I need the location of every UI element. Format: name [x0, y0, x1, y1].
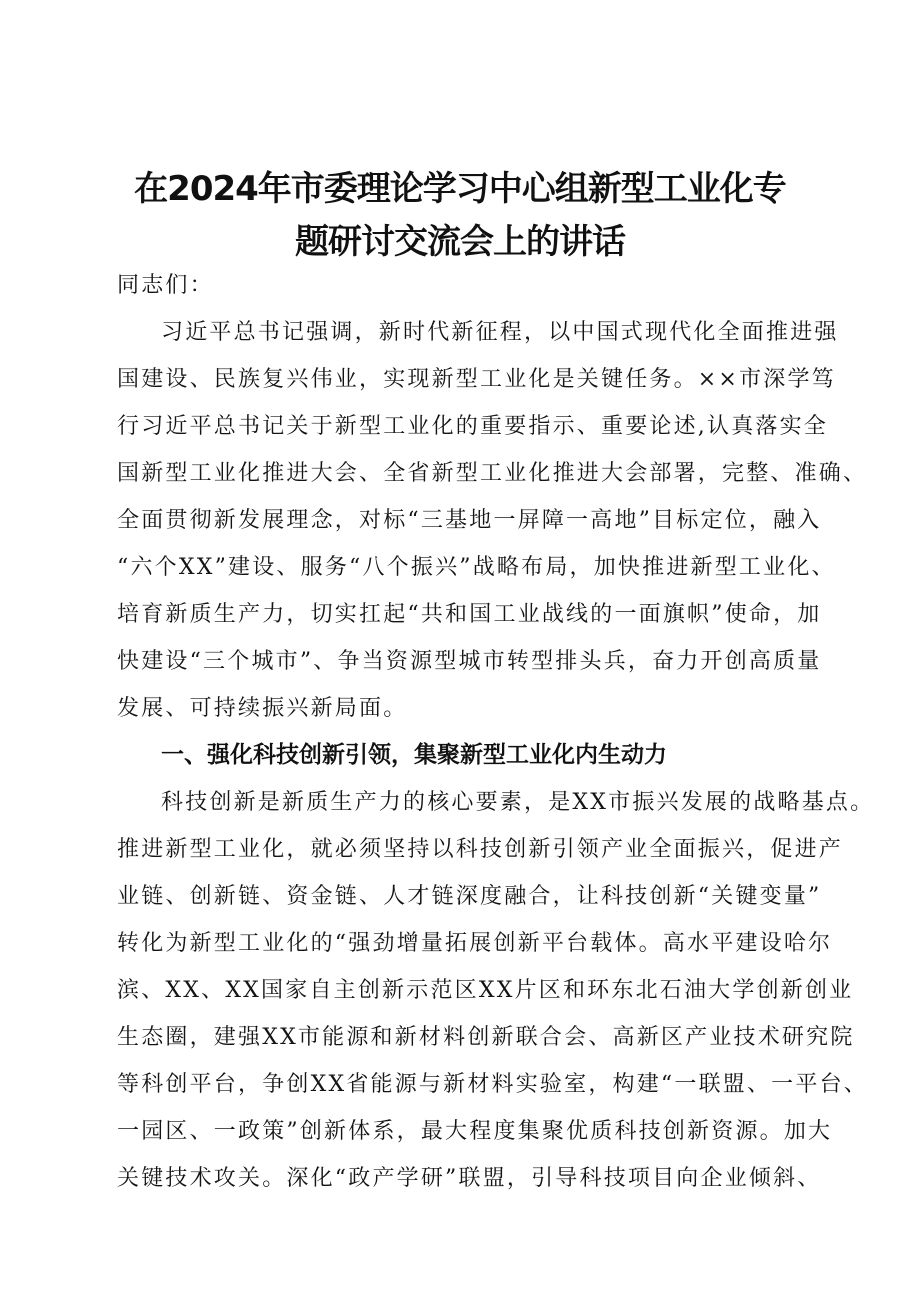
paragraph-1-line: 行习近平总书记关于新型工业化的重要指示、重要论述,认真落实全: [117, 414, 828, 439]
document-title-line-1: 在2024年市委理论学习中心组新型工业化专: [134, 169, 786, 209]
paragraph-2-line: 关键技术攻关。深化“政产学研”联盟，引导科技项目向企业倾斜、: [117, 1166, 822, 1191]
paragraph-2-line: 科技创新是新质生产力的核心要素，是XX市振兴发展的战略基点。: [161, 790, 875, 815]
paragraph-2-line: 等科创平台，争创XX省能源与新材料实验室，构建“一联盟、一平台、: [117, 1072, 868, 1097]
paragraph-1-line: 快建设“三个城市”、争当资源型城市转型排头兵，奋力开创高质量: [117, 649, 822, 674]
section-heading-1: 一、强化科技创新引领，集聚新型工业化内生动力: [161, 742, 667, 768]
paragraph-1-line: 国建设、民族复兴伟业，实现新型工业化是关键任务。××市深学笃: [117, 367, 836, 392]
paragraph-1-line: 习近平总书记强调，新时代新征程，以中国式现代化全面推进强: [161, 320, 839, 345]
paragraph-1-line: “六个XX”建设、服务“八个振兴”战略布局，加快推进新型工业化、: [117, 555, 836, 580]
paragraph-1-line: 培育新质生产力，切实扛起“共和国工业战线的一面旗帜”使命，加: [117, 602, 822, 627]
paragraph-2-line: 业链、创新链、资金链、人才链深度融合，让科技创新“关键变量”: [117, 884, 822, 909]
document-title-line-2: 题研讨交流会上的讲话: [295, 222, 625, 262]
paragraph-2-line: 滨、XX、XX国家自主创新示范区XX片区和环东北石油大学创新创业: [117, 978, 854, 1003]
paragraph-2-line: 生态圈，建强XX市能源和新材料创新联合会、高新区产业技术研究院: [117, 1025, 855, 1050]
paragraph-1-line: 发展、可持续振兴新局面。: [117, 696, 408, 721]
paragraph-2-line: 转化为新型工业化的“强劲增量拓展创新平台载体。高水平建设哈尔: [117, 931, 833, 956]
paragraph-2-line: 一园区、一政策”创新体系，最大程度集聚优质科技创新资源。加大: [117, 1119, 833, 1144]
paragraph-1-line: 全面贯彻新发展理念，对标“三基地一屏障一高地”目标定位，融入: [117, 508, 822, 533]
salutation: 同志们：: [117, 273, 214, 298]
paragraph-2-line: 推进新型工业化，就必须坚持以科技创新引领产业全面振兴，促进产: [117, 837, 844, 862]
paragraph-1-line: 国新型工业化推进大会、全省新型工业化推进大会部署，完整、准确、: [117, 461, 868, 486]
